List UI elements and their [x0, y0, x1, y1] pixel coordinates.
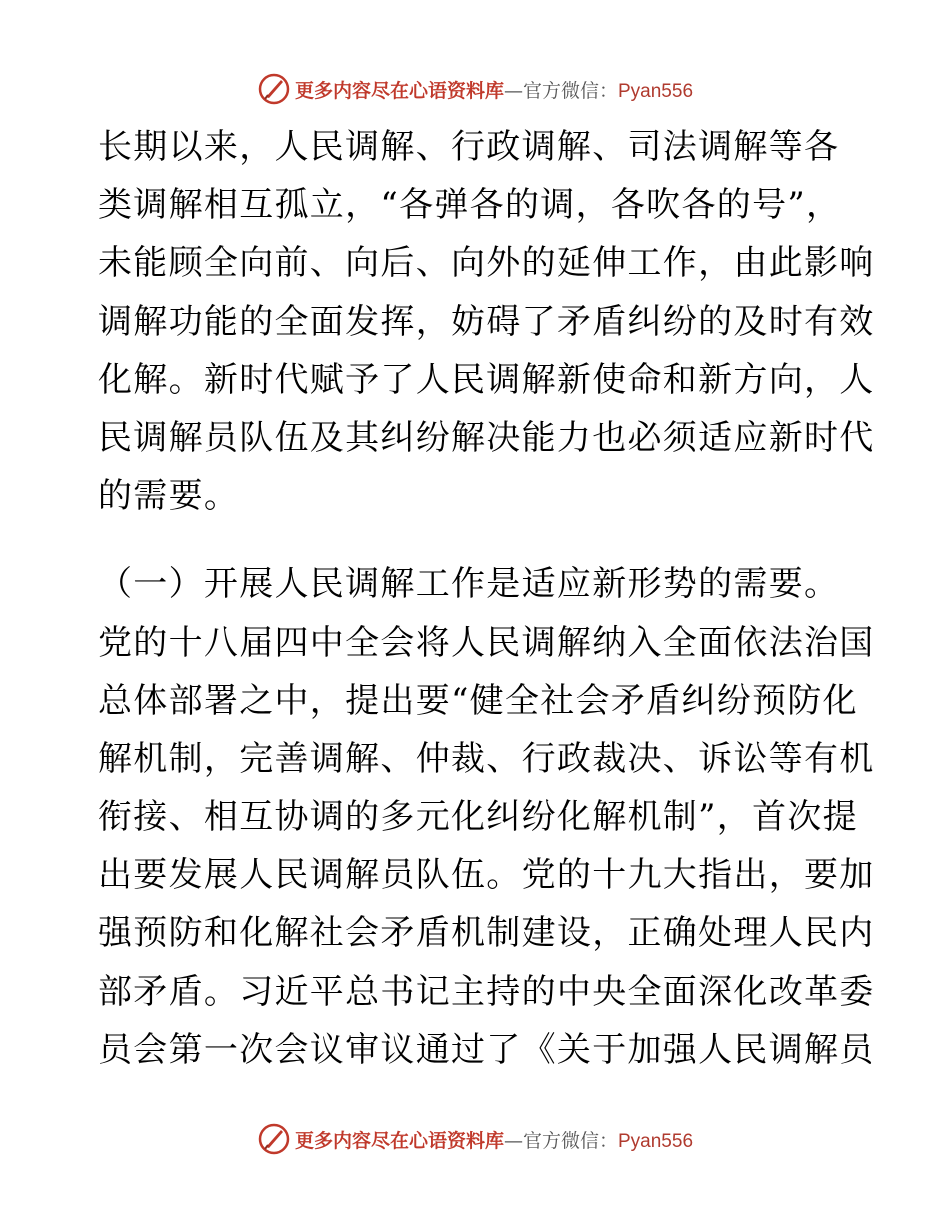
paragraph-line: 出要发展人民调解员队伍。党的十九大指出，要加	[98, 855, 875, 896]
section-heading: （一）开展人民调解工作是适应新形势的需要。	[98, 564, 840, 605]
footer-banner-sub: 官方微信：	[522, 1129, 618, 1152]
paragraph-line: 类调解相互孤立，“各弹各的调，各吹各的号”，	[98, 185, 842, 226]
footer-banner-account: Pyan556	[618, 1130, 694, 1152]
paragraph-line: 的需要。	[98, 476, 240, 517]
footer-banner-text	[295, 1126, 693, 1153]
header-banner-sub: 官方微信：	[522, 79, 618, 102]
footer-banner	[0, 1122, 950, 1156]
paragraph-line: 部矛盾。习近平总书记主持的中央全面深化改革委	[98, 971, 875, 1012]
document-body	[98, 118, 875, 1079]
footer-banner-dash: —	[503, 1129, 523, 1152]
paragraph-2	[98, 555, 875, 1079]
header-banner-account: Pyan556	[618, 80, 694, 102]
header-banner	[0, 72, 950, 106]
paragraph-1	[98, 118, 875, 525]
paragraph-line: 党的十八届四中全会将人民调解纳入全面依法治国	[98, 622, 875, 663]
header-banner-text	[295, 76, 693, 103]
paragraph-spacer	[98, 525, 858, 555]
paragraph-line: 总体部署之中，提出要“健全社会矛盾纠纷预防化	[98, 680, 858, 721]
header-banner-dash: —	[503, 79, 523, 102]
feather-pen-logo-icon	[257, 1122, 291, 1156]
paragraph-line: 化解。新时代赋予了人民调解新使命和新方向，人	[98, 359, 875, 400]
paragraph-line: 强预防和化解社会矛盾机制建设，正确处理人民内	[98, 913, 875, 954]
footer-banner-main: 更多内容尽在心语资料库	[294, 1129, 504, 1152]
paragraph-line: 解机制，完善调解、仲裁、行政裁决、诉讼等有机	[98, 738, 875, 779]
paragraph-line: 未能顾全向前、向后、向外的延伸工作，由此影响	[98, 243, 875, 284]
paragraph-line: 民调解员队伍及其纠纷解决能力也必须适应新时代	[98, 417, 875, 458]
header-banner-main: 更多内容尽在心语资料库	[294, 79, 504, 102]
feather-pen-logo-icon	[257, 72, 291, 106]
paragraph-line: 员会第一次会议审议通过了《关于加强人民调解员	[98, 1029, 875, 1070]
paragraph-line: 长期以来，人民调解、行政调解、司法调解等各	[98, 127, 840, 167]
paragraph-line: 调解功能的全面发挥，妨碍了矛盾纠纷的及时有效	[98, 301, 875, 342]
paragraph-line: 衔接、相互协调的多元化纠纷化解机制”，首次提	[98, 797, 858, 838]
